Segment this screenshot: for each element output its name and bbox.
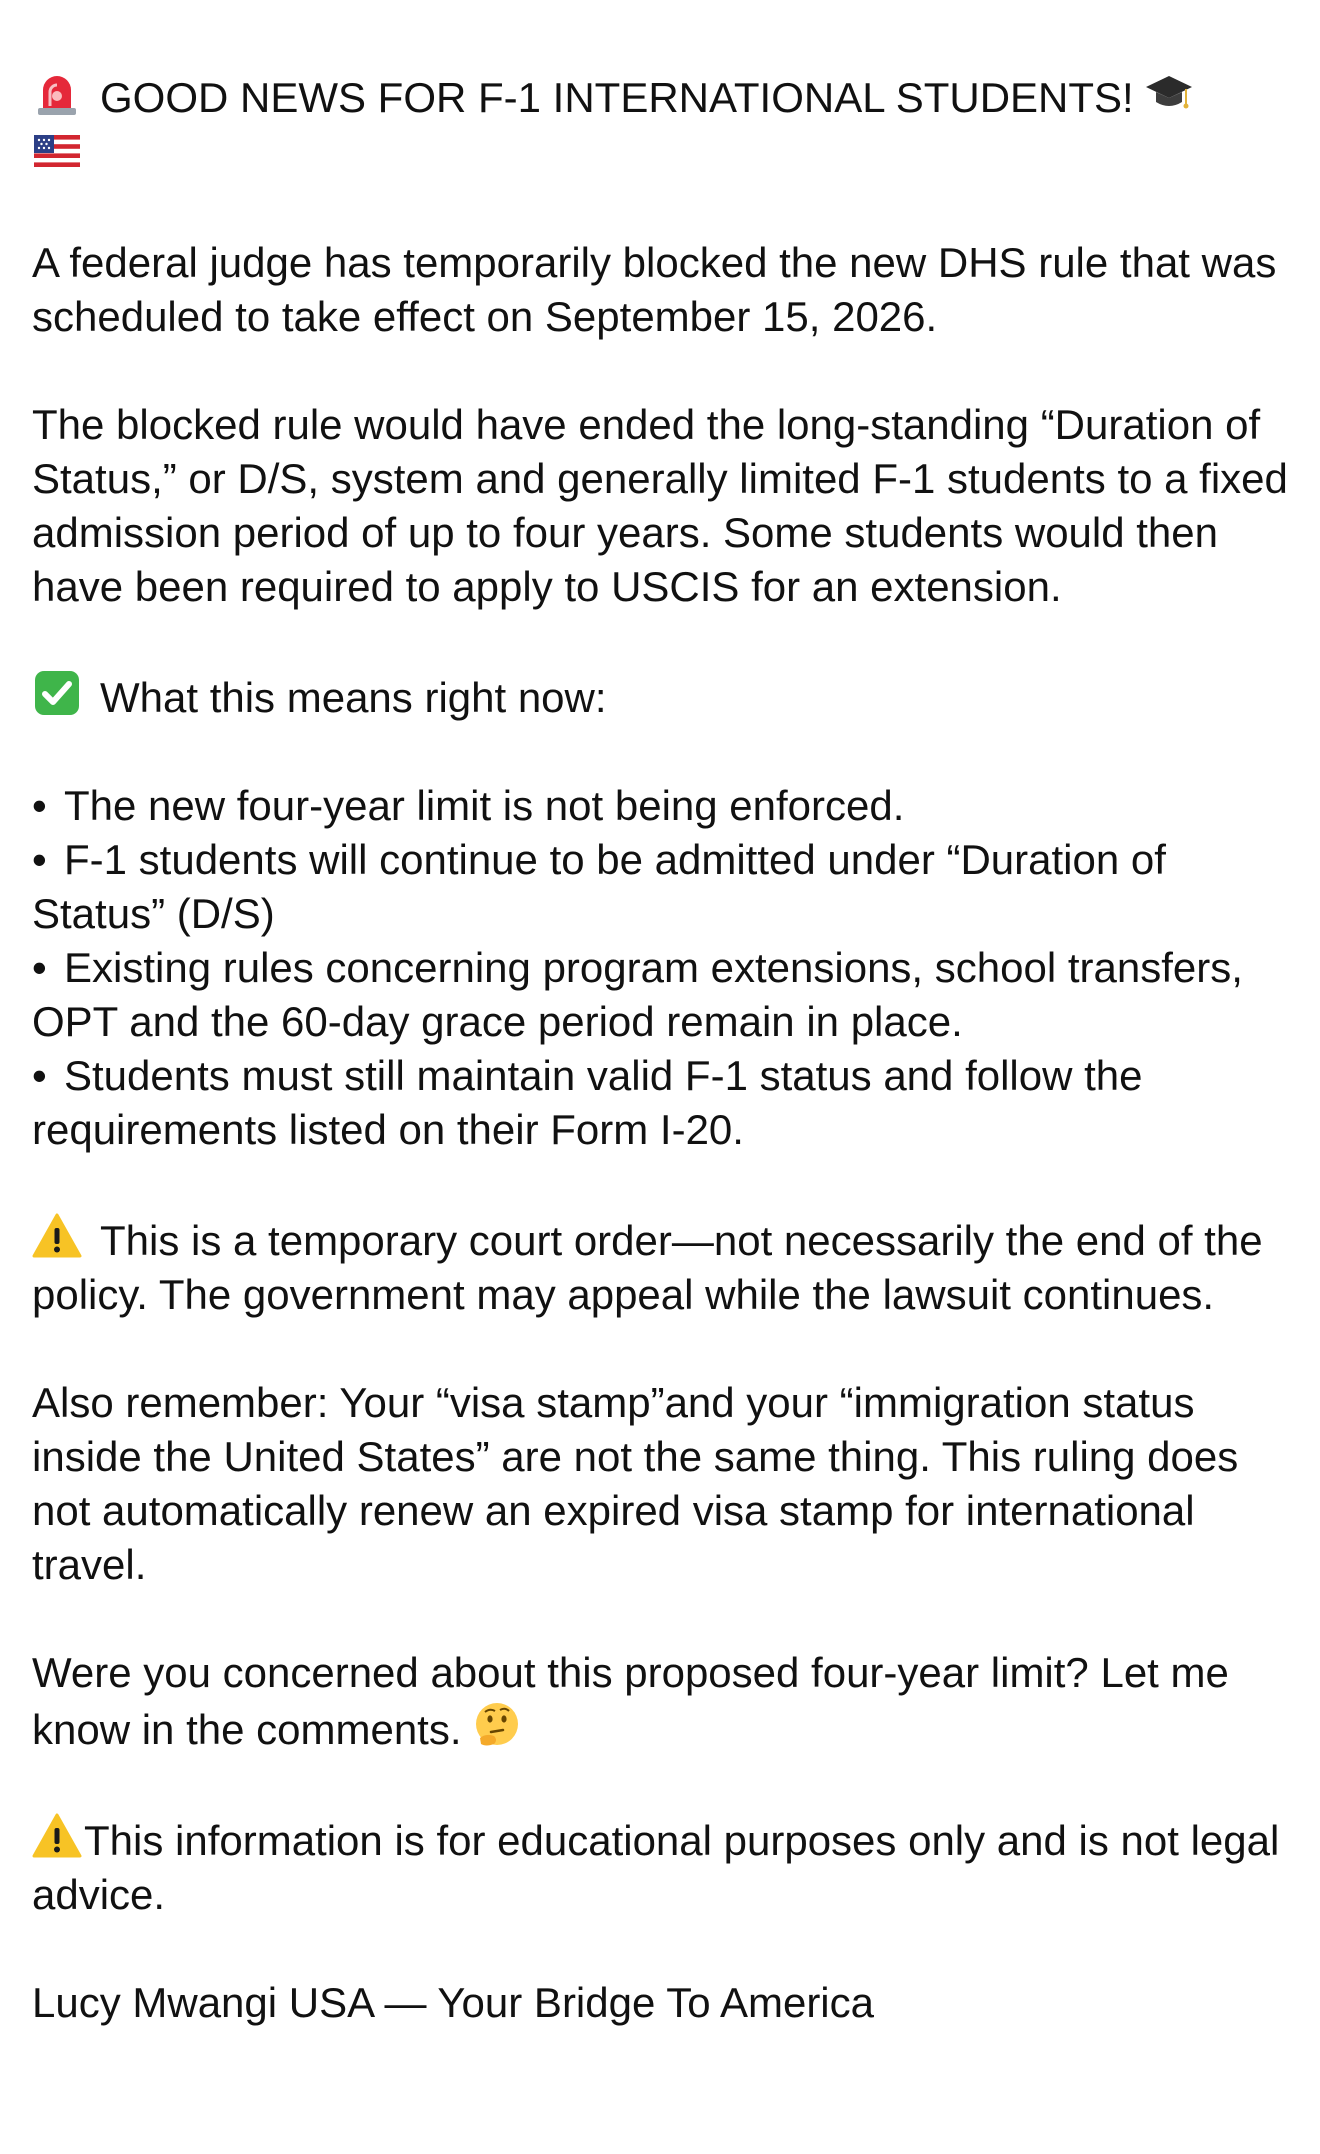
bullet-list: [32, 779, 1302, 1157]
signature: Lucy Mwangi USA — Your Bridge To America: [32, 1979, 874, 2026]
check-mark-button-icon: [32, 668, 82, 718]
remember-paragraph: Also remember: Your “visa stamp”and your “immigration status inside the United States” are not the same thing. This ruling does not automatically renew an expired visa stamp for international travel.: [32, 1379, 1239, 1588]
disclaimer-text: This information is for educational purposes only and is not legal advice.: [32, 1817, 1280, 1918]
warning-icon: [32, 1211, 82, 1261]
headline-text: GOOD NEWS FOR F-1 INTERNATIONAL STUDENTS!: [100, 74, 1134, 121]
bullet-marker: •: [32, 836, 47, 883]
headline: [32, 68, 1302, 182]
post-body: [32, 68, 1302, 2030]
warning-icon: [32, 1811, 82, 1861]
thinking-face-icon: [472, 1700, 522, 1750]
us-flag-icon: [32, 125, 82, 175]
list-item: • F-1 students will continue to be admitted under “Duration of Status” (D/S): [32, 833, 1302, 941]
bullet-marker: •: [32, 782, 47, 829]
bullet-marker: •: [32, 1052, 47, 1099]
list-item: • Students must still maintain valid F-1 status and follow the requirements listed on their Form I-20.: [32, 1049, 1302, 1157]
disclaimer: [32, 1811, 1302, 1922]
graduation-cap-icon: [1144, 68, 1194, 118]
question-text: Were you concerned about this proposed four-year limit? Let me know in the comments.: [32, 1649, 1229, 1753]
question-paragraph: [32, 1646, 1302, 1757]
blocked-rule-paragraph: The blocked rule would have ended the long-standing “Duration of Status,” or D/S, system and generally limited F-1 students to a fixed admission period of up to four years. Some students would then have been required to apply to USCIS for an extension.: [32, 401, 1288, 610]
siren-icon: [32, 68, 82, 118]
court-order-warning-text: This is a temporary court order—not necessarily the end of the policy. The government may appeal while the lawsuit continues.: [32, 1217, 1263, 1318]
bullet-marker: •: [32, 944, 47, 991]
list-item: • Existing rules concerning program extensions, school transfers, OPT and the 60-day grace period remain in place.: [32, 941, 1302, 1049]
means-heading-text: What this means right now:: [100, 674, 607, 721]
intro-paragraph: A federal judge has temporarily blocked the new DHS rule that was scheduled to take effect on September 15, 2026.: [32, 239, 1277, 340]
list-item: • The new four-year limit is not being enforced.: [32, 779, 1302, 833]
court-order-warning: [32, 1211, 1302, 1322]
means-heading: [32, 668, 1302, 725]
